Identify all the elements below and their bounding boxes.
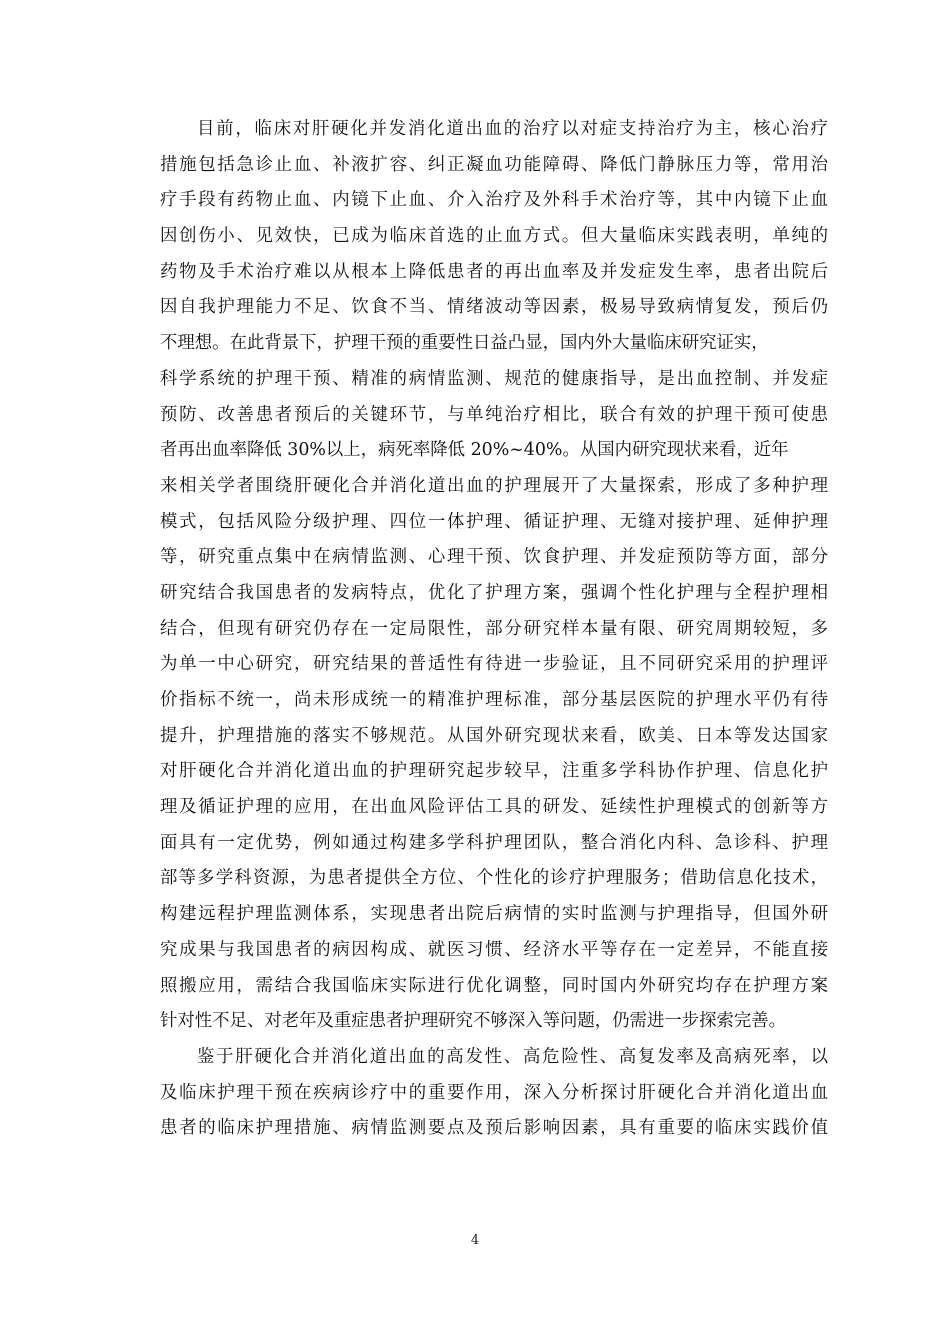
text-line: 构建远程护理监测体系，实现患者出院后病情的实时监测与护理指导，但国外研 xyxy=(160,904,828,925)
text-line: 因创伤小、见效快，已成为临床首选的止血方式。但大量临床实践表明，单纯的 xyxy=(160,226,828,247)
text-line: 因自我护理能力不足、饮食不当、情绪波动等因素，极易导致病情复发，预后仍 xyxy=(160,297,828,318)
text-line: 部等多学科资源，为患者提供全方位、个性化的诊疗护理服务；借助信息化技术， xyxy=(160,868,828,889)
text-line: 预防、改善患者预后的关键环节，与单纯治疗相比，联合有效的护理干预可使患 xyxy=(160,404,828,425)
paragraph xyxy=(160,112,828,1040)
text-line: 针对性不足、对老年及重症患者护理研究不够深入等问题，仍需进一步探索完善。 xyxy=(160,1011,787,1032)
text-line: 不理想。在此背景下，护理干预的重要性日益凸显，国内外大量临床研究证实， xyxy=(160,333,769,354)
text-line: 药物及手术治疗难以从根本上降低患者的再出血率及并发症发生率，患者出院后 xyxy=(160,261,828,282)
text-line: 措施包括急诊止血、补液扩容、纠正凝血功能障碍、降低门静脉压力等，常用治 xyxy=(160,154,828,175)
text-line: 目前，临床对肝硬化并发消化道出血的治疗以对症支持治疗为主，核心治疗 xyxy=(197,119,828,139)
text-line: 鉴于肝硬化合并消化道出血的高发性、高危险性、高复发率及高病死率，以 xyxy=(197,1046,828,1067)
document-body xyxy=(160,112,828,1147)
text-line: 理及循证护理的应用，在出血风险评估工具的研发、延续性护理模式的创新等方 xyxy=(160,797,828,818)
paragraph xyxy=(160,1040,828,1147)
text-line: 结合，但现有研究仍存在一定局限性，部分研究样本量有限、研究周期较短，多 xyxy=(160,618,828,639)
text-line: 等，研究重点集中在病情监测、心理干预、饮食护理、并发症预防等方面，部分 xyxy=(160,547,828,568)
text-line: 患者的临床护理措施、病情监测要点及预后影响因素，具有重要的临床实践价值 xyxy=(160,1118,828,1139)
text-line: 研究结合我国患者的发病特点，优化了护理方案，强调个性化护理与全程护理相 xyxy=(160,582,828,603)
text-line: 模式，包括风险分级护理、四位一体护理、循证护理、无缝对接护理、延伸护理 xyxy=(160,511,828,532)
text-line: 科学系统的护理干预、精准的病情监测、规范的健康指导，是出血控制、并发症 xyxy=(160,368,828,389)
text-line: 疗手段有药物止血、内镜下止血、介入治疗及外科手术治疗等，其中内镜下止血 xyxy=(160,190,828,211)
text-line: 及临床护理干预在疾病诊疗中的重要作用，深入分析探讨肝硬化合并消化道出血 xyxy=(160,1082,828,1103)
text-line: 为单一中心研究，研究结果的普适性有待进一步验证，且不同研究采用的护理评 xyxy=(160,654,828,675)
text-line: 究成果与我国患者的病因构成、就医习惯、经济水平等存在一定差异，不能直接 xyxy=(160,939,828,960)
text-line: 者再出血率降低 30%以上，病死率降低 20%~40%。从国内研究现状来看，近年 xyxy=(160,440,789,461)
text-line: 对肝硬化合并消化道出血的护理研究起步较早，注重多学科协作护理、信息化护 xyxy=(160,761,828,782)
page-number: 4 xyxy=(470,1233,480,1248)
text-line: 照搬应用，需结合我国临床实际进行优化调整，同时国内外研究均存在护理方案 xyxy=(160,975,828,996)
text-line: 价指标不统一，尚未形成统一的精准护理标准，部分基层医院的护理水平仍有待 xyxy=(160,690,828,710)
text-line: 来相关学者围绕肝硬化合并消化道出血的护理展开了大量探索，形成了多种护理 xyxy=(160,475,828,496)
text-line: 提升，护理措施的落实不够规范。从国外研究现状来看，欧美、日本等发达国家 xyxy=(160,725,828,746)
text-line: 面具有一定优势，例如通过构建多学科护理团队，整合消化内科、急诊科、护理 xyxy=(160,832,828,853)
